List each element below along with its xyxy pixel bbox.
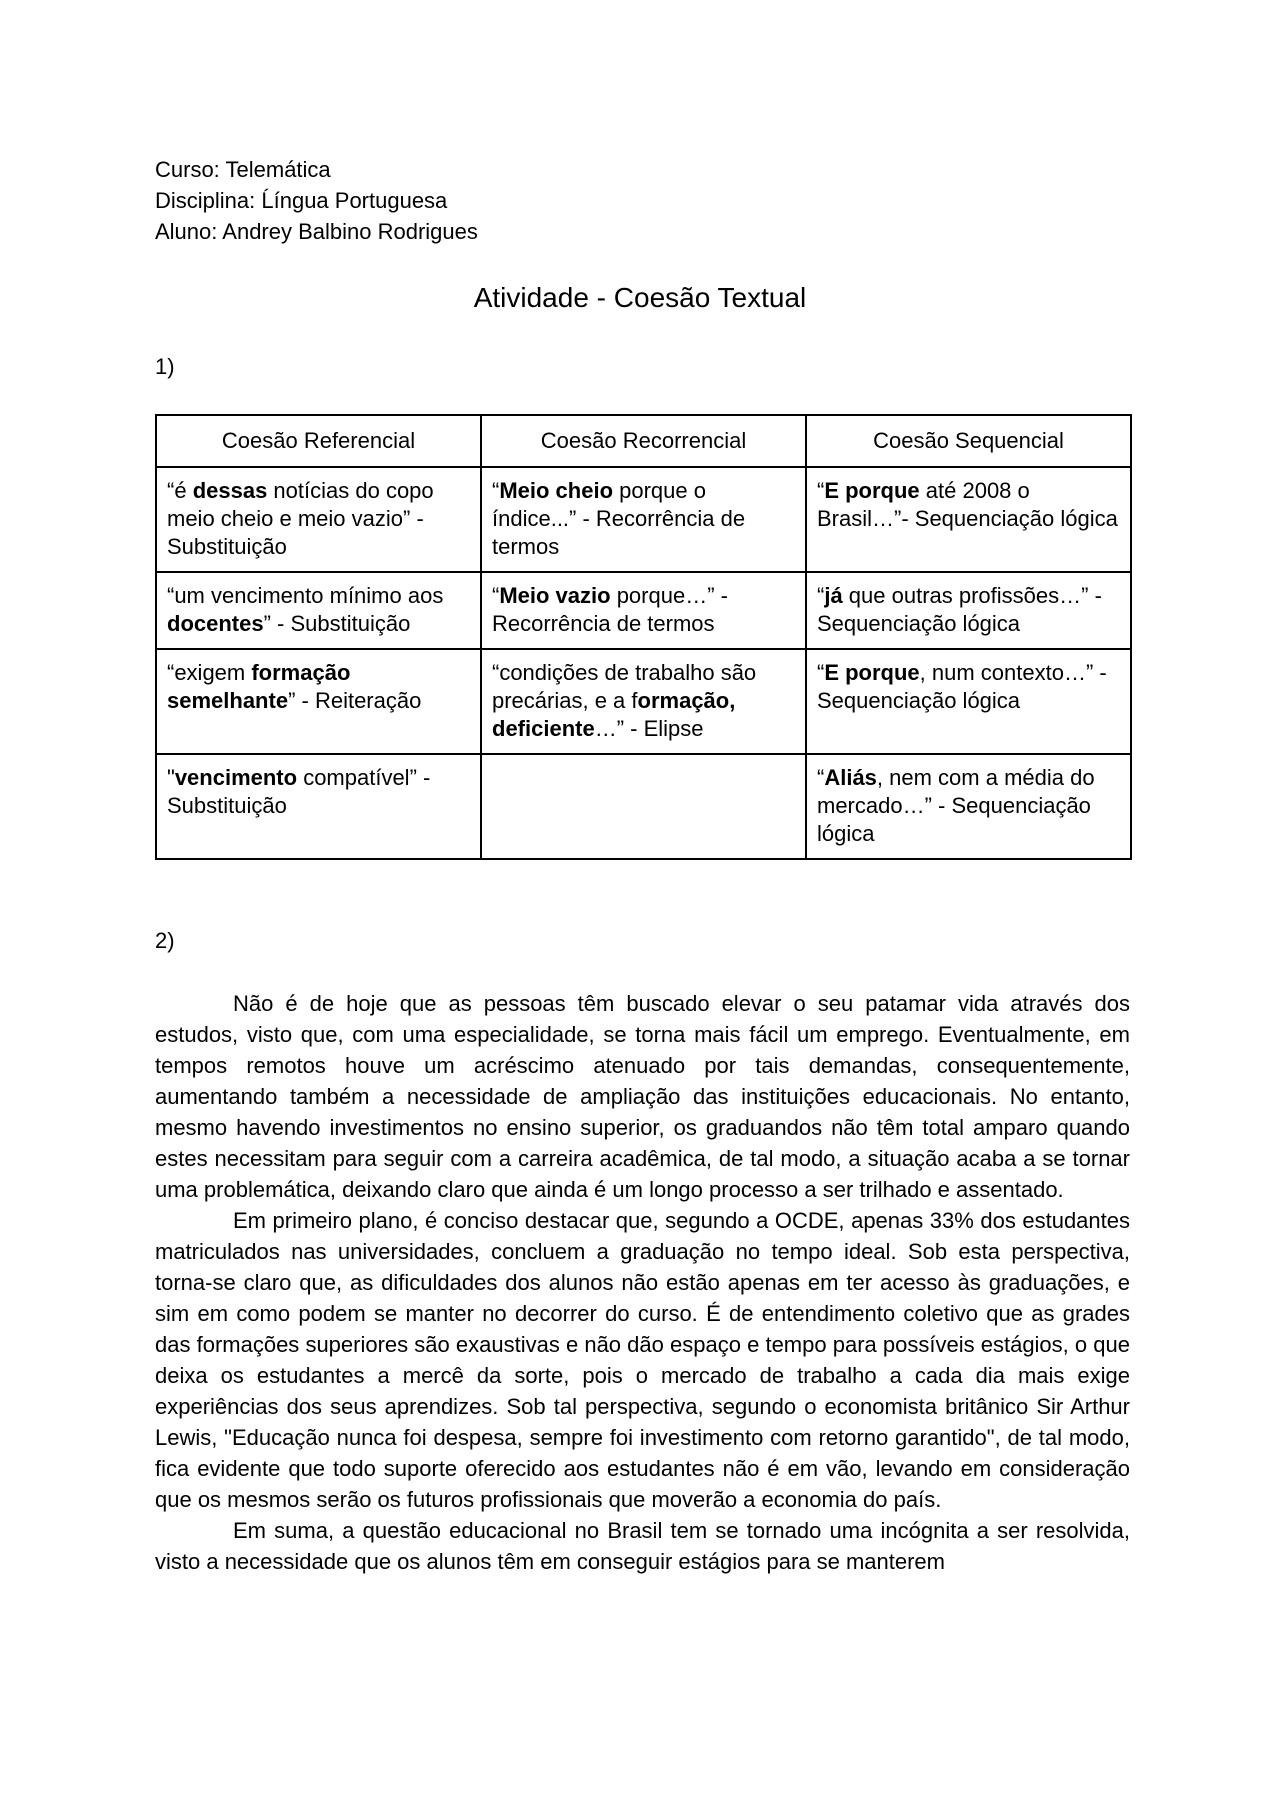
table-cell: “E porque até 2008 o Brasil…”- Sequenciação lógica <box>806 467 1131 572</box>
essay-text <box>155 988 1130 1577</box>
page-title: Atividade - Coesão Textual <box>473 282 807 313</box>
column-header-sequencial: Coesão Sequencial <box>806 415 1131 467</box>
table-cell: “já que outras profissões…” - Sequenciação lógica <box>806 572 1131 649</box>
essay-paragraph: Não é de hoje que as pessoas têm buscado elevar o seu patamar vida através dos estudos, visto que, com uma especialidade, se torna mais fácil um emprego. Eventualmente, em tempos remotos houve um acréscimo atenuado por tais demandas, consequentemente, aumentando também a necessidade de ampliação das instituições educacionais. No entanto, mesmo havendo investimentos no ensino superior, os graduandos não têm total amparo quando estes necessitam para seguir com a carreira acadêmica, de tal modo, a situação acaba a se tornar uma problemática, deixando claro que ainda é um longo processo a ser trilhado e assentado. <box>155 991 1130 1202</box>
table-cell: “Aliás, nem com a média do mercado…” - Sequenciação lógica <box>806 754 1131 859</box>
student-header <box>155 154 478 247</box>
table-cell: “Meio cheio porque o índice...” - Recorrência de termos <box>481 467 806 572</box>
table-cell-empty <box>481 754 806 859</box>
table-cell: “condições de trabalho são precárias, e a formação, deficiente…” - Elipse <box>481 649 806 754</box>
essay-paragraph: Em suma, a questão educacional no Brasil tem se tornado uma incógnita a ser resolvida, visto a necessidade que os alunos têm em conseguir estágios para se manterem <box>155 1518 1130 1574</box>
question-2-label: 2) <box>155 928 175 953</box>
table-cell: “E porque, num contexto…” - Sequenciação lógica <box>806 649 1131 754</box>
table-row <box>156 754 1131 859</box>
course-line: Curso: Telemática <box>155 157 331 182</box>
table-cell: “um vencimento mínimo aos docentes” - Substituição <box>156 572 481 649</box>
essay-paragraph: Em primeiro plano, é conciso destacar que, segundo a OCDE, apenas 33% dos estudantes matriculados nas universidades, concluem a graduação no tempo ideal. Sob esta perspectiva, torna-se claro que, as dificuldades dos alunos não estão apenas em ter acesso às graduações, e sim em como podem se manter no decorrer do curso. É de entendimento coletivo que as grades das formações superiores são exaustivas e não dão espaço e tempo para possíveis estágios, o que deixa os estudantes a mercê da sorte, pois o mercado de trabalho a cada dia mais exige experiências dos seus aprendizes. Sob tal perspectiva, segundo o economista britânico Sir Arthur Lewis, "Educação nunca foi despesa, sempre foi investimento com retorno garantido", de tal modo, fica evidente que todo suporte oferecido aos estudantes não é em vão, levando em consideração que os mesmos serão os futuros profissionais que moverão a economia do país. <box>155 1208 1130 1512</box>
table-row <box>156 572 1131 649</box>
table-row <box>156 467 1131 572</box>
table-row <box>156 649 1131 754</box>
table-cell: “é dessas notícias do copo meio cheio e meio vazio” - Substituição <box>156 467 481 572</box>
column-header-referencial: Coesão Referencial <box>156 415 481 467</box>
table-cell: “Meio vazio porque…” - Recorrência de termos <box>481 572 806 649</box>
table-cell: “exigem formação semelhante” - Reiteração <box>156 649 481 754</box>
table-cell: "vencimento compatível” - Substituição <box>156 754 481 859</box>
column-header-recorrencial: Coesão Recorrencial <box>481 415 806 467</box>
table-header-row <box>156 415 1131 467</box>
discipline-line: Disciplina: Ĺíngua Portuguesa <box>155 188 448 213</box>
question-1-label: 1) <box>155 354 175 379</box>
student-line: Aluno: Andrey Balbino Rodrigues <box>155 219 478 244</box>
cohesion-table <box>155 414 1132 860</box>
